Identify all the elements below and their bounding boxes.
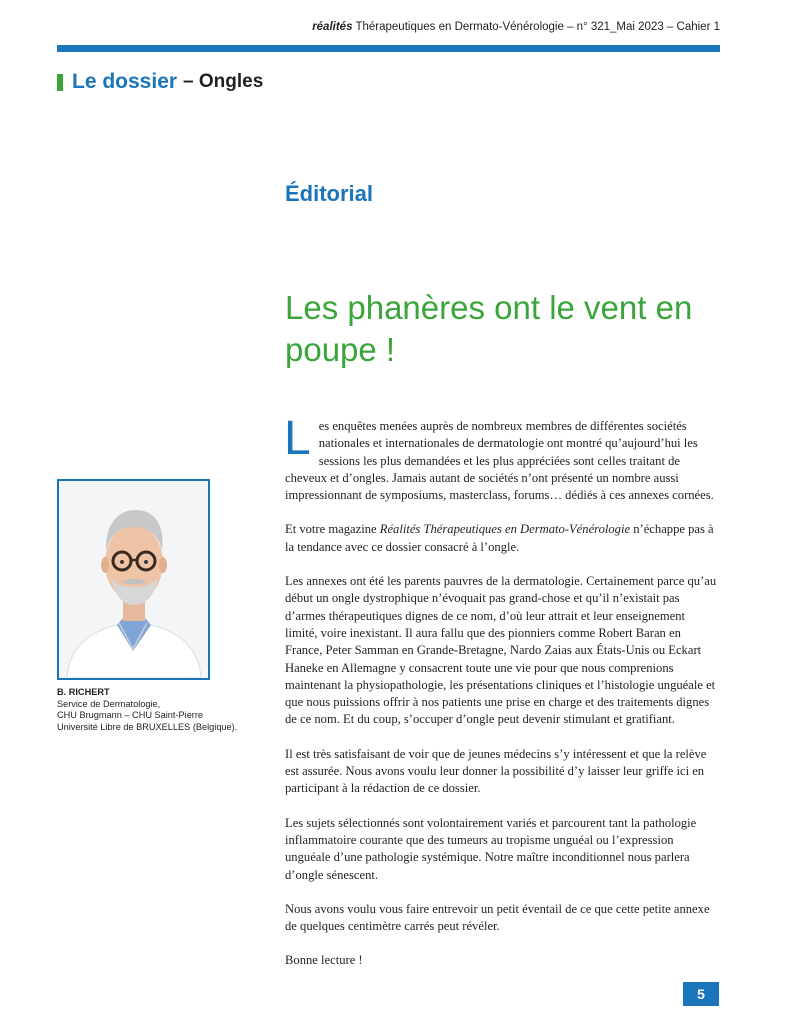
section-label: Le dossier xyxy=(72,70,178,93)
author-photo xyxy=(57,479,210,680)
running-header xyxy=(312,21,720,33)
author-affiliation-2: CHU Brugmann – CHU Saint-Pierre xyxy=(57,710,204,721)
paragraph-1 xyxy=(284,412,719,504)
header-rule xyxy=(57,45,720,52)
article-body xyxy=(284,412,719,987)
magazine-name: Réalités Thérapeutiques en Dermato-Vénérologie xyxy=(379,522,631,537)
paragraph-2-end: n’échappe pas à la tendance avec ce dossier consacré à l’ongle. xyxy=(285,522,714,554)
journal-issue: Thérapeutiques en Dermato-Vénérologie – n° 321_Mai 2023 – Cahier 1 xyxy=(355,21,720,33)
paragraph-6: Nous avons voulu vous faire entrevoir un petit éventail de ce que cette petite annexe de quelques centimètre carrés peut révéler. xyxy=(285,901,710,934)
paragraph-2-start: Et votre magazine xyxy=(285,522,380,537)
author-affiliation-3: Université Libre de BRUXELLES (Belgique). xyxy=(57,721,238,732)
section-topic: – Ongles xyxy=(183,71,264,92)
author-name: B. RICHERT xyxy=(57,687,110,697)
article-kicker: Éditorial xyxy=(285,181,374,206)
paragraph-5: Les sujets sélectionnés sont volontairement variés et parcourent tant la pathologie inflammatoire courante que des tumeurs au tropisme unguéal ou l’expression unguéale d’une pathologie systémique. Notre maître inconditionnel nous parlera d’ongle sénescent. xyxy=(285,815,697,882)
journal-brand: réalités xyxy=(312,21,353,33)
author-portrait-image xyxy=(59,481,208,678)
author-affiliation-1: Service de Dermatologie, xyxy=(57,698,161,709)
author-info xyxy=(57,687,277,733)
dropcap: L xyxy=(284,412,311,465)
paragraph-2 xyxy=(285,521,719,556)
section-marker xyxy=(57,74,63,91)
article-title: Les phanères ont le vent en poupe ! xyxy=(285,289,693,368)
page-number: 5 xyxy=(683,982,719,1006)
paragraph-3: Les annexes ont été les parents pauvres de la dermatologie. Certainement parce qu’au début un ongle dystrophique n’évoquait pas grand-chose et qu’il n’existait pas d’armes thérapeutiques dignes de ce nom, d’où leur attrait et leur enseignement limité, voire inexistant. Il aura fallu que des pionniers comme Robert Baran en France, Peter Samman en Grande-Bretagne, Nardo Zaias aux États-Unis ou Eckart Haneke en Allemagne y consacrent toute une vie pour que nous comprenions maintenant la physiopathologie, les présentations cliniques et l’histologie unguéale et que nous puissions offrir à nos patients une prise en charge et des traitements dignes de ce nom. Et du coup, s’occuper d’ongle peut devenir stimulant et gratifiant. xyxy=(285,574,717,727)
paragraph-7: Bonne lecture ! xyxy=(285,953,363,968)
paragraph-1-text: es enquêtes menées auprès de nombreux membres de différentes sociétés nationales et internationales de dermatologie ont montré qu’aujourd’hui les sessions les plus demandées et les plus appréciées sont celles traitant de cheveux et d’ongles. Jamais autant de sociétés n’ont présenté un nombre aussi impressionnant de symposiums, masterclass, forums… dédiés à ces annexes cornées. xyxy=(285,419,714,503)
paragraph-4: Il est très satisfaisant de voir que de jeunes médecins s’y intéressent et que la relève est assurée. Nous avons voulu leur donner la possibilité d’y laisser leur griffe ici en participant à la rédaction de ce dossier. xyxy=(285,746,707,796)
section-heading xyxy=(57,70,263,94)
